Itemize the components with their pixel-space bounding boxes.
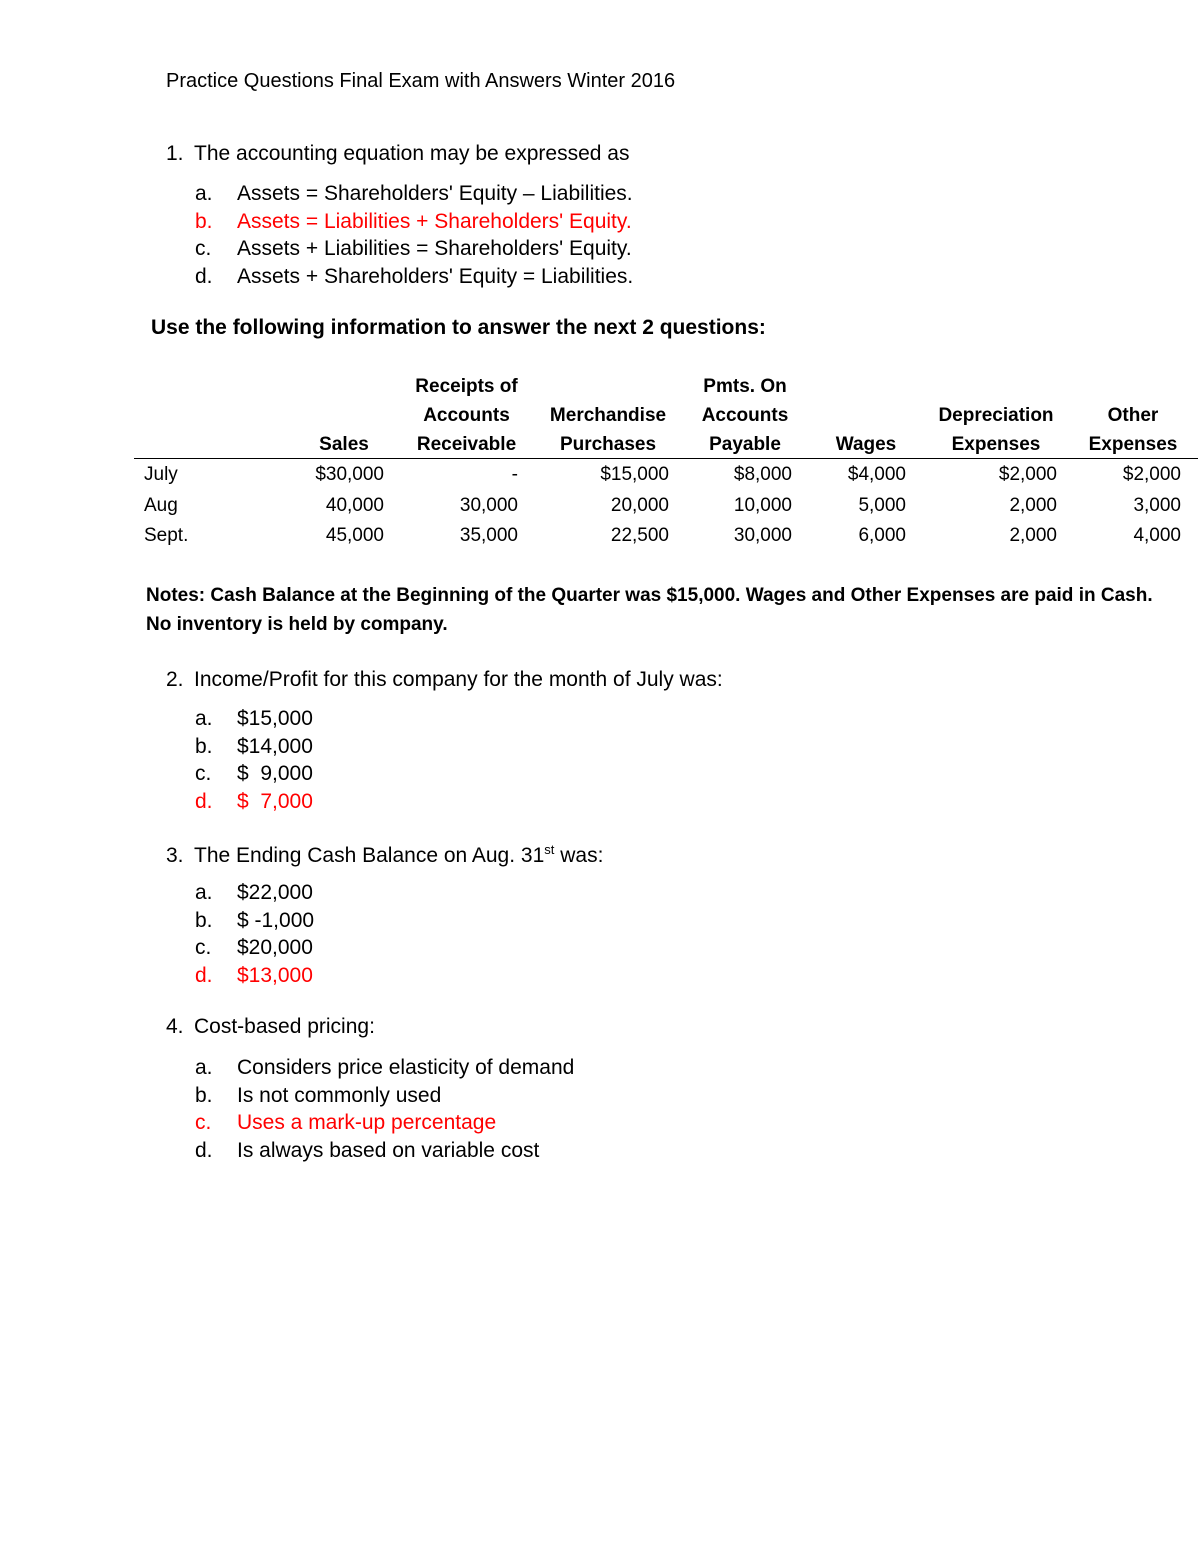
- ordinal-suffix: st: [544, 842, 555, 857]
- table-cell: $4,000: [847, 464, 906, 485]
- option-text: $ -1,000: [237, 908, 315, 932]
- row-label-sept: Sept.: [144, 525, 189, 546]
- table-cell: 35,000: [459, 525, 518, 546]
- option-letter: c.: [195, 237, 212, 260]
- table-cell: 2,000: [1009, 495, 1057, 516]
- option-text: Uses a mark-up percentage: [237, 1111, 497, 1134]
- table-cell: 30,000: [459, 495, 518, 516]
- info-heading: Use the following information to answer the next 2 questions:: [151, 316, 766, 339]
- column-header-wages: Wages: [835, 434, 897, 455]
- option-text: $14,000: [237, 734, 313, 758]
- question-4-options: [195, 1054, 574, 1164]
- table-cell: 2,000: [1009, 525, 1057, 546]
- question-number: 1.: [166, 142, 184, 165]
- option-letter: a.: [195, 707, 213, 730]
- question-number: 2.: [166, 668, 184, 691]
- option-letter: c.: [195, 936, 212, 959]
- question-2-prompt: [166, 668, 723, 692]
- option-letter: a.: [195, 182, 213, 205]
- option-text: $22,000: [237, 881, 313, 904]
- question-1-prompt: [166, 142, 629, 166]
- table-cell: 20,000: [610, 495, 669, 516]
- table-cell: $2,000: [1122, 464, 1181, 485]
- column-header-payables: Pmts. On Accounts Payable: [701, 376, 789, 455]
- option-a: [195, 180, 633, 208]
- option-text: Assets + Liabilities = Shareholders' Equity.: [237, 237, 632, 260]
- option-letter: c.: [195, 762, 212, 785]
- option-letter: c.: [195, 1111, 212, 1134]
- option-a: [195, 1054, 574, 1082]
- table-notes: Notes: Cash Balance at the Beginning of the Quarter was $15,000. Wages and Other Expenses are paid in Cash. No inventory is held by company.: [146, 585, 1153, 635]
- option-d: [195, 1137, 574, 1165]
- question-text: Income/Profit for this company for the month of July was:: [194, 668, 723, 691]
- question-text: Cost-based pricing:: [194, 1015, 375, 1038]
- option-c: [195, 760, 313, 788]
- option-letter: d.: [195, 264, 213, 288]
- option-letter: b.: [195, 908, 213, 932]
- option-letter: b.: [195, 209, 213, 233]
- table-cell: 45,000: [325, 525, 384, 546]
- option-text: Assets + Shareholders' Equity = Liabilities.: [237, 264, 634, 288]
- option-text: $15,000: [237, 707, 313, 730]
- option-text: Assets = Shareholders' Equity – Liabilities.: [237, 182, 633, 205]
- table-cell: $8,000: [733, 464, 792, 485]
- table-cell: 10,000: [733, 495, 792, 516]
- option-c: [195, 934, 314, 962]
- column-header-receipts: Receipts of Accounts Receivable: [415, 376, 518, 455]
- option-letter: d.: [195, 963, 213, 987]
- question-text-end: was:: [554, 844, 604, 867]
- option-letter: a.: [195, 881, 213, 904]
- table-cell: 5,000: [858, 495, 906, 516]
- header-divider: [134, 458, 1198, 459]
- option-c-correct-answer: [195, 1109, 574, 1137]
- option-text: $20,000: [237, 936, 313, 959]
- table-cell: $30,000: [315, 464, 384, 485]
- table-cell: 4,000: [1133, 525, 1181, 546]
- option-text: $ 7,000: [237, 789, 313, 813]
- question-number: 4.: [166, 1015, 184, 1038]
- column-header-purchases: Merchandise Purchases: [549, 405, 667, 455]
- table-cell: 40,000: [325, 495, 384, 516]
- table-cell: $15,000: [600, 464, 669, 485]
- option-text: Is always based on variable cost: [237, 1138, 540, 1162]
- option-b: [195, 1082, 574, 1110]
- option-text: $ 9,000: [237, 762, 313, 785]
- option-c: [195, 235, 633, 263]
- question-number: 3.: [166, 844, 184, 867]
- column-header-other: Other Expenses: [1088, 405, 1178, 455]
- table-cell: $2,000: [998, 464, 1057, 485]
- question-3-options: [195, 879, 314, 989]
- option-a: [195, 705, 313, 733]
- table-cell: 6,000: [858, 525, 906, 546]
- option-letter: d.: [195, 1138, 213, 1162]
- option-b-correct-answer: [195, 208, 633, 236]
- option-a: [195, 879, 314, 907]
- option-letter: d.: [195, 789, 213, 813]
- question-1-options: [195, 180, 633, 290]
- option-text: Assets = Liabilities + Shareholders' Equity.: [237, 209, 632, 233]
- row-label-aug: Aug: [144, 495, 178, 516]
- option-letter: b.: [195, 1083, 213, 1107]
- table-cell: 30,000: [733, 525, 792, 546]
- option-b: [195, 733, 313, 761]
- option-d: [195, 263, 633, 291]
- option-d-correct-answer: [195, 962, 314, 990]
- option-letter: a.: [195, 1056, 213, 1079]
- row-label-july: July: [144, 464, 178, 485]
- option-b: [195, 907, 314, 935]
- table-cell: -: [511, 464, 518, 485]
- option-letter: b.: [195, 734, 213, 758]
- column-header-depreciation: Depreciation Expenses: [938, 405, 1054, 455]
- page-title: Practice Questions Final Exam with Answers Winter 2016: [166, 70, 676, 92]
- table-cell: 3,000: [1133, 495, 1181, 516]
- option-text: $13,000: [237, 963, 313, 987]
- question-2-options: [195, 705, 313, 815]
- question-3-prompt: [166, 842, 603, 868]
- option-d-correct-answer: [195, 788, 313, 816]
- column-header-sales: Sales: [319, 434, 369, 455]
- question-text: The Ending Cash Balance on Aug. 31: [194, 844, 545, 867]
- table-cell: 22,500: [610, 525, 669, 546]
- option-text: Considers price elasticity of demand: [237, 1056, 575, 1079]
- question-text: The accounting equation may be expressed as: [194, 142, 630, 165]
- option-text: Is not commonly used: [237, 1083, 442, 1107]
- question-4-prompt: [166, 1015, 375, 1039]
